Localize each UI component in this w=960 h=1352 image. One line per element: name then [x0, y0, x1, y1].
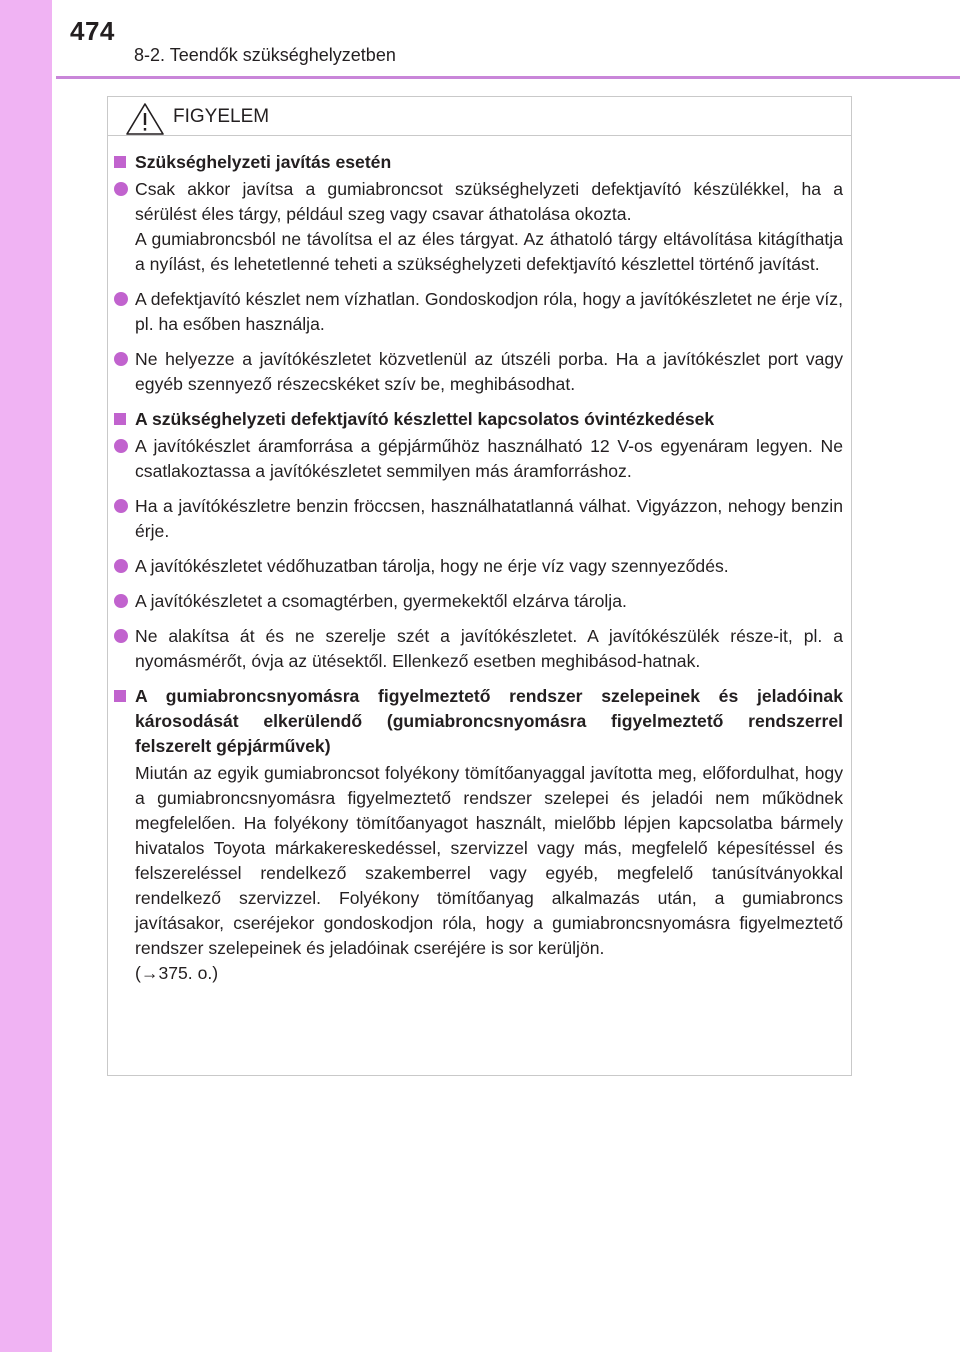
round-bullet-icon: [114, 559, 128, 573]
round-bullet-icon: [114, 629, 128, 643]
list-item: [113, 434, 843, 484]
list-item-text: Ne alakítsa át és ne szerelje szét a javítókészletet. A javítókészülék része-it, pl. a nyomásmérőt, óvja az ütésektől. Ellenkező esetben meghibásod-hatnak.: [135, 626, 843, 671]
list-item: [113, 287, 843, 337]
list-item-text: A gumiabroncsból ne távolítsa el az éles tárgyat. Az áthatoló tárgy eltávolítása kitágíthatja a nyílást, és lehetetlenné teheti a szükséghelyzeti defektjavító készlettel történő javítást.: [135, 229, 843, 274]
list-item: [113, 589, 843, 614]
list-item: [113, 494, 843, 544]
square-bullet-icon: [114, 690, 126, 702]
section-heading: [113, 684, 843, 759]
round-bullet-icon: [114, 352, 128, 366]
section-heading: [113, 150, 843, 175]
round-bullet-icon: [114, 439, 128, 453]
page-reference: (→375. o.): [135, 963, 219, 983]
section-heading-text: A szükséghelyzeti defektjavító készlettel kapcsolatos óvintézkedések: [135, 409, 715, 429]
round-bullet-icon: [114, 182, 128, 196]
list-item-text: A javítókészletet védőhuzatban tárolja, hogy ne érje víz vagy szennyeződés.: [135, 556, 729, 576]
header-rule: [56, 76, 960, 79]
round-bullet-icon: [114, 499, 128, 513]
list-item-text: Csak akkor javítsa a gumiabroncsot szükséghelyzeti defektjavító készülékkel, ha a sérülést éles tárgy, például szeg vagy csavar áthatolása okozta.: [135, 179, 843, 224]
warning-title: FIGYELEM: [173, 106, 270, 127]
list-item: [113, 347, 843, 397]
chapter-side-tab: [0, 0, 52, 1352]
warning-content: [113, 150, 843, 986]
section-heading-text: Szükséghelyzeti javítás esetén: [135, 152, 392, 172]
section-heading-text: A gumiabroncsnyomásra figyelmeztető rendszer szelepeinek és jeladóinak károsodását elkerülendő (gumiabroncsnyomásra figyelmeztető rendszerrel felszerelt gépjárművek): [135, 686, 843, 756]
list-item-text: Ha a javítókészletre benzin fröccsen, használhatatlanná válhat. Vigyázzon, nehogy benzin érje.: [135, 496, 843, 541]
square-bullet-icon: [114, 156, 126, 168]
square-bullet-icon: [114, 413, 126, 425]
list-item-text: A javítókészletet a csomagtérben, gyermekektől elzárva tárolja.: [135, 591, 627, 611]
round-bullet-icon: [114, 292, 128, 306]
list-item-text: A defektjavító készlet nem vízhatlan. Gondoskodjon róla, hogy a javítókészletet ne érje víz, pl. ha esőben használja.: [135, 289, 843, 334]
list-item-text: A javítókészlet áramforrása a gépjárműhöz használható 12 V-os egyenáram legyen. Ne csatlakoztassa a javítókészletet semmilyen más áramforráshoz.: [135, 436, 843, 481]
page-number: 474: [70, 16, 115, 46]
round-bullet-icon: [114, 594, 128, 608]
warning-header: [108, 97, 851, 136]
warning-triangle-icon: [125, 102, 165, 136]
list-item: [113, 624, 843, 674]
section-title: 8-2. Teendők szükséghelyzetben: [134, 45, 396, 65]
list-item: [113, 177, 843, 277]
section-heading: [113, 407, 843, 432]
paragraph-text: Miután az egyik gumiabroncsot folyékony tömítőanyaggal javította meg, előfordulhat, hogy a gumiabroncsnyomásra figyelmeztető rendszer szelepei és jeladói nem működnek megfelelően. Ha folyékony tömítőanyagot használt, mielőbb lépjen kapcsolatba bármely hivatalos Toyota márkakereskedéssel, szervizzel vagy más, megfelelő képesítéssel és felszereléssel rendelkező szakemberrel vagy egyéb, megfelelő tanúsítványokkal rendelkező szervizzel. Folyékony tömítőanyag alkalmazás után, a gumiabroncs javításakor, cseréjekor gondoskodjon róla, hogy a gumiabroncsnyomásra figyelmeztető rendszer szelepeinek és jeladóinak cseréjére is sor kerüljön.: [135, 763, 843, 958]
section-paragraph: [113, 761, 843, 986]
list-item-text: Ne helyezze a javítókészletet közvetlenül az útszéli porba. Ha a javítókészlet port vagy egyéb szennyező részecskéket szív be, meghibásodhat.: [135, 349, 843, 394]
list-item: [113, 554, 843, 579]
